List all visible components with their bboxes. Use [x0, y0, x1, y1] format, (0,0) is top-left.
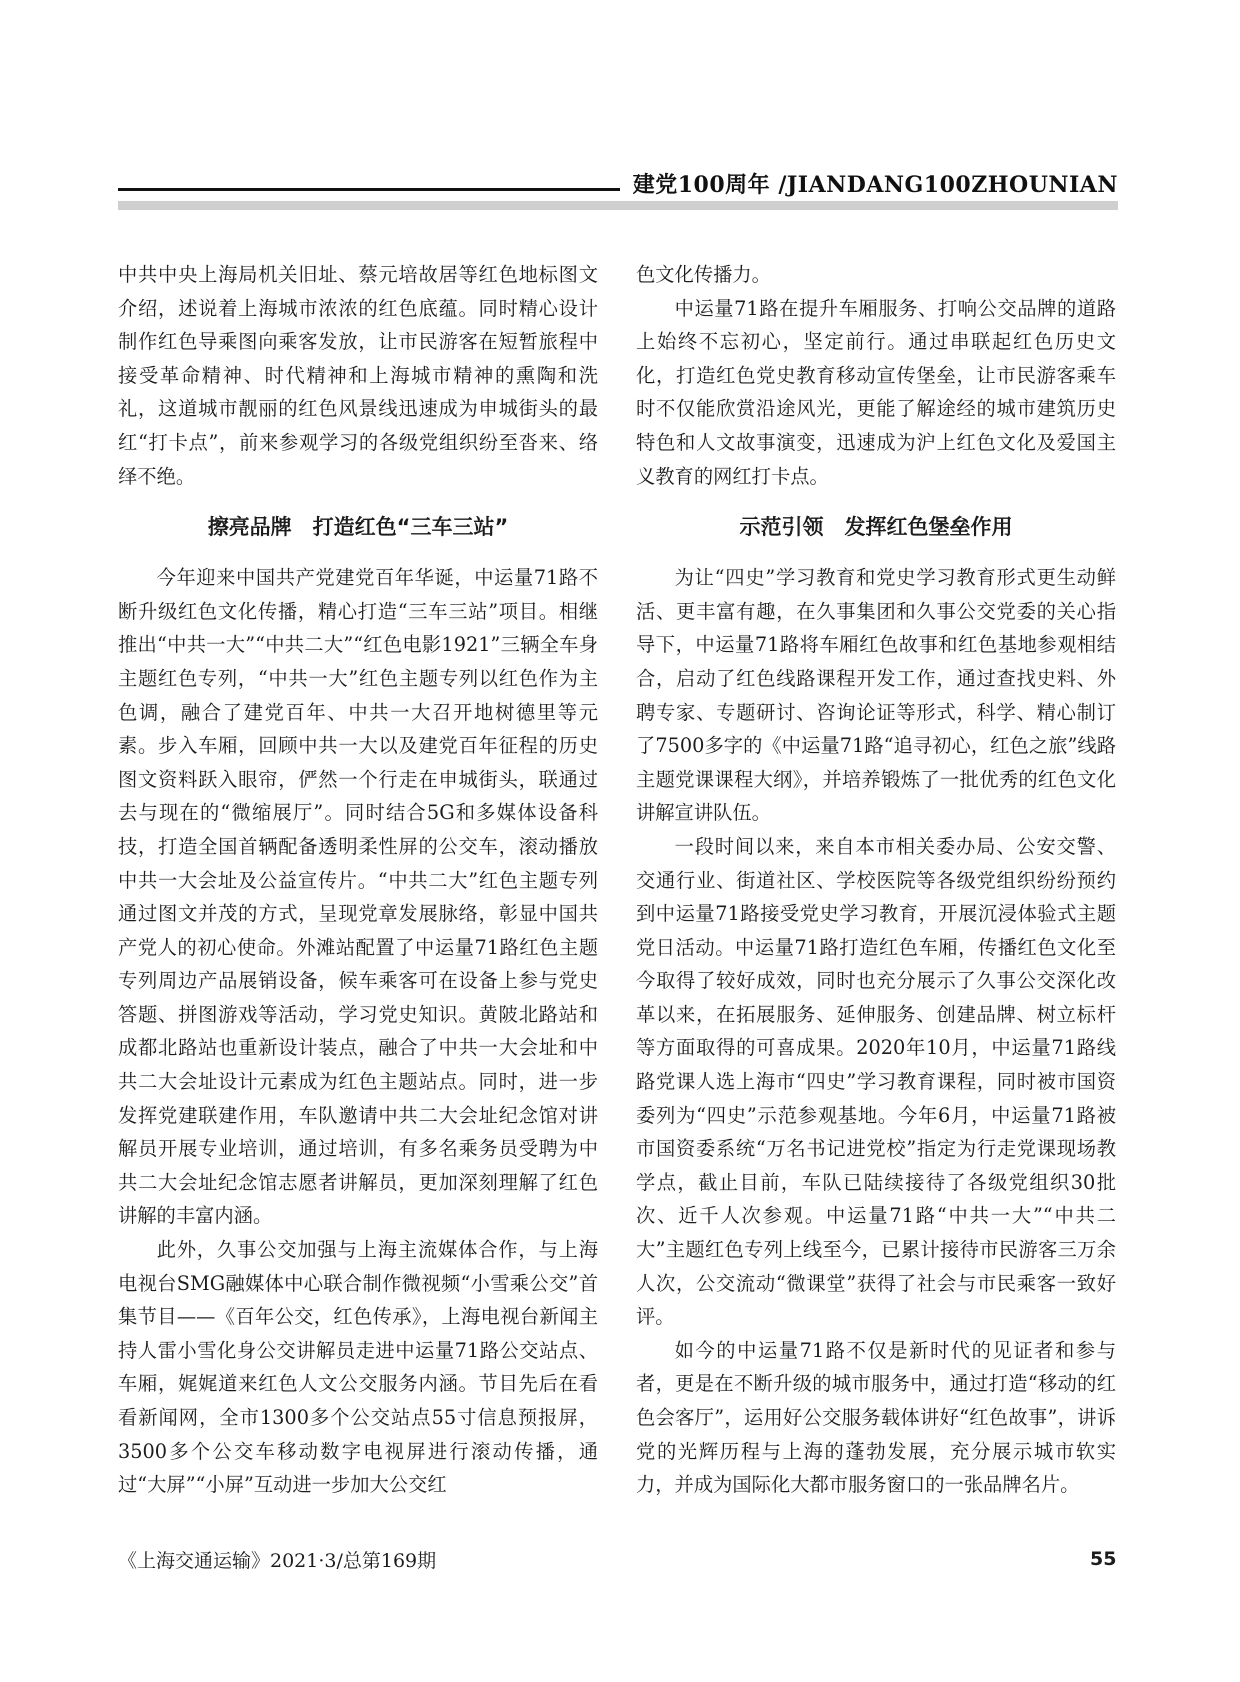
- header-title: 建党100周年 /JIANDANG100ZHOUNIAN: [632, 172, 1118, 198]
- page-number: 55: [1090, 1548, 1117, 1570]
- section-heading: 擦亮品牌 打造红色“三车三站”: [207, 515, 509, 540]
- journal-citation: 《上海交通运输》2021·3/总第169期: [118, 1550, 437, 1572]
- paragraph: 如今的中运量71路不仅是新时代的见证者和参与者，更是在不断升级的城市服务中，通过打造“移动的红色会客厅”，运用好公交服务载体讲好“红色故事”，讲诉党的光辉历程与上海的蓬勃发展，充分展示城市软实力，并成为国际化大都市服务窗口的一张品牌名片。: [636, 1338, 1116, 1497]
- header-band: [118, 201, 1118, 210]
- paragraph: 中运量71路在提升车厢服务、打响公交品牌的道路上始终不忘初心，坚定前行。通过串联起红色历史文化，打造红色党史教育移动宣传堡垒，让市民游客乘车时不仅能欣赏沿途风光，更能了解途经的城市建筑历史特色和人文故事演变，迅速成为沪上红色文化及爱国主义教育的网红打卡点。: [636, 296, 1116, 488]
- paragraph: 为让“四史”学习教育和党史学习教育形式更生动鲜活、更丰富有趣，在久事集团和久事公交党委的关心指导下，中运量71路将车厢红色故事和红色基地参观相结合，启动了红色线路课程开发工作，通过查找史料、外聘专家、专题研讨、咨询论证等形式，科学、精心制订了7500多字的《中运量71路“追寻初心，红色之旅”线路主题党课课程大纲》，并培养锻炼了一批优秀的红色文化讲解宣讲队伍。: [636, 566, 1116, 825]
- section-heading: 示范引领 发挥红色堡垒作用: [739, 515, 1013, 540]
- running-header: [118, 168, 1118, 202]
- left-column: [118, 258, 598, 1502]
- right-column: [636, 258, 1116, 1502]
- header-rule: [118, 188, 620, 191]
- paragraph: 色文化传播力。: [636, 263, 771, 286]
- paragraph: 中共中央上海局机关旧址、蔡元培故居等红色地标图文介绍，述说着上海城市浓浓的红色底蕴。同时精心设计制作红色导乘图向乘客发放，让市民游客在短暂旅程中接受革命精神、时代精神和上海城市精神的熏陶和洗礼，这道城市靓丽的红色风景线迅速成为申城街头的最红“打卡点”，前来参观学习的各级党组织纷至沓来、络绎不绝。: [118, 263, 598, 488]
- paragraph: 今年迎来中国共产党建党百年华诞，中运量71路不断升级红色文化传播，精心打造“三车三站”项目。相继推出“中共一大”“中共二大”“红色电影1921”三辆全车身主题红色专列，“中共一大”红色主题专列以红色作为主色调，融合了建党百年、中共一大召开地树德里等元素。步入车厢，回顾中共一大以及建党百年征程的历史图文资料跃入眼帘，俨然一个行走在申城街头，联通过去与现在的“微缩展厅”。同时结合5G和多媒体设备科技，打造全国首辆配备透明柔性屏的公交车，滚动播放中共一大会址及公益宣传片。“中共二大”红色主题专列通过图文并茂的方式，呈现党章发展脉络，彰显中国共产党人的初心使命。外滩站配置了中运量71路红色主题专列周边产品展销设备，候车乘客可在设备上参与党史答题、拼图游戏等活动，学习党史知识。黄陂北路站和成都北路站也重新设计装点，融合了中共一大会址和中共二大会址设计元素成为红色主题站点。同时，进一步发挥党建联建作用，车队邀请中共二大会址纪念馆对讲解员开展专业培训，通过培训，有多名乘务员受聘为中共二大会址纪念馆志愿者讲解员，更加深刻理解了红色讲解的丰富内涵。: [118, 566, 598, 1228]
- paragraph: 一段时间以来，来自本市相关委办局、公安交警、交通行业、街道社区、学校医院等各级党组织纷纷预约到中运量71路接受党史学习教育，开展沉浸体验式主题党日活动。中运量71路打造红色车厢，传播红色文化至今取得了较好成效，同时也充分展示了久事公交深化改革以来，在拓展服务、延伸服务、创建品牌、树立标杆等方面取得的可喜成果。2020年10月，中运量71路线路党课人选上海市“四史”学习教育课程，同时被市国资委列为“四史”示范参观基地。今年6月，中运量71路被市国资委系统“万名书记进党校”指定为行走党课现场教学点，截止目前，车队已陆续接待了各级党组织30批次、近千人次参观。中运量71路“中共一大”“中共二大”主题红色专列上线至今，已累计接待市民游客三万余人次，公交流动“微课堂”获得了社会与市民乘客一致好评。: [636, 834, 1116, 1329]
- paragraph: 此外，久事公交加强与上海主流媒体合作，与上海电视台SMG融媒体中心联合制作微视频“小雪乘公交”首集节目——《百年公交，红色传承》，上海电视台新闻主持人雷小雪化身公交讲解员走进中运量71路公交站点、车厢，娓娓道来红色人文公交服务内涵。节目先后在看看新闻网，全市1300多个公交站点55寸信息预报屏，3500多个公交车移动数字电视屏进行滚动传播，通过“大屏”“小屏”互动进一步加大公交红: [118, 1238, 598, 1497]
